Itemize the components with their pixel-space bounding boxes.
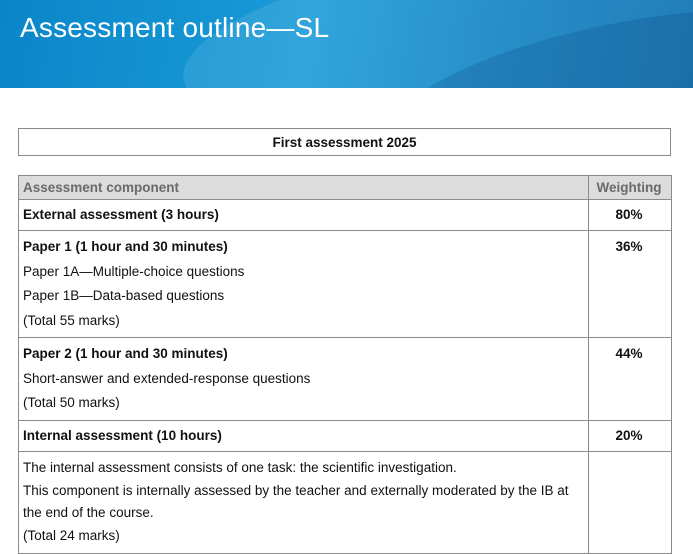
internal-detail-line: The internal assessment consists of one task: the scientific investigation. [23, 459, 457, 475]
column-header-component: Assessment component [19, 176, 589, 200]
paper2-weight-value: 44% [615, 346, 643, 361]
paper2-line: Short-answer and extended-response questions [23, 370, 311, 386]
external-assessment-label: External assessment (3 hours) [23, 207, 219, 222]
internal-assessment-cell [19, 420, 589, 451]
table-row-paper1 [19, 231, 672, 338]
assessment-table [18, 175, 672, 554]
external-assessment-cell [19, 200, 589, 231]
paper1-line: Paper 1B—Data-based questions [23, 288, 225, 303]
external-weight-value: 80% [615, 207, 643, 222]
header-banner [0, 0, 693, 88]
table-header-row [19, 176, 672, 200]
internal-detail-weight-empty [589, 451, 672, 553]
internal-assessment-label: Internal assessment (10 hours) [23, 427, 222, 443]
table-row-external [19, 200, 672, 231]
paper2-weight [589, 338, 672, 421]
paper1-cell [19, 231, 589, 338]
internal-detail-line: This component is internally assessed by the teacher and externally moderated by the IB at the end of the course. [23, 483, 569, 520]
internal-detail-marks: (Total 24 marks) [23, 528, 120, 543]
internal-detail-cell [19, 451, 589, 553]
table-row-paper2 [19, 338, 672, 421]
paper2-cell [19, 338, 589, 421]
table-row-internal [19, 420, 672, 451]
paper1-weight [589, 231, 672, 338]
paper1-title: Paper 1 (1 hour and 30 minutes) [23, 239, 228, 254]
paper1-marks: (Total 55 marks) [23, 312, 120, 328]
paper1-weight-value: 36% [615, 239, 643, 254]
paper2-marks: (Total 50 marks) [23, 395, 120, 410]
column-header-weighting: Weighting [589, 176, 672, 200]
table-row-internal-detail [19, 451, 672, 553]
internal-assessment-weight [589, 420, 672, 451]
paper2-title: Paper 2 (1 hour and 30 minutes) [23, 346, 228, 361]
assessment-caption: First assessment 2025 [18, 128, 671, 156]
paper1-line: Paper 1A—Multiple-choice questions [23, 263, 245, 279]
external-assessment-weight [589, 200, 672, 231]
internal-weight-value: 20% [615, 427, 643, 443]
page-title: Assessment outline—SL [20, 12, 330, 43]
